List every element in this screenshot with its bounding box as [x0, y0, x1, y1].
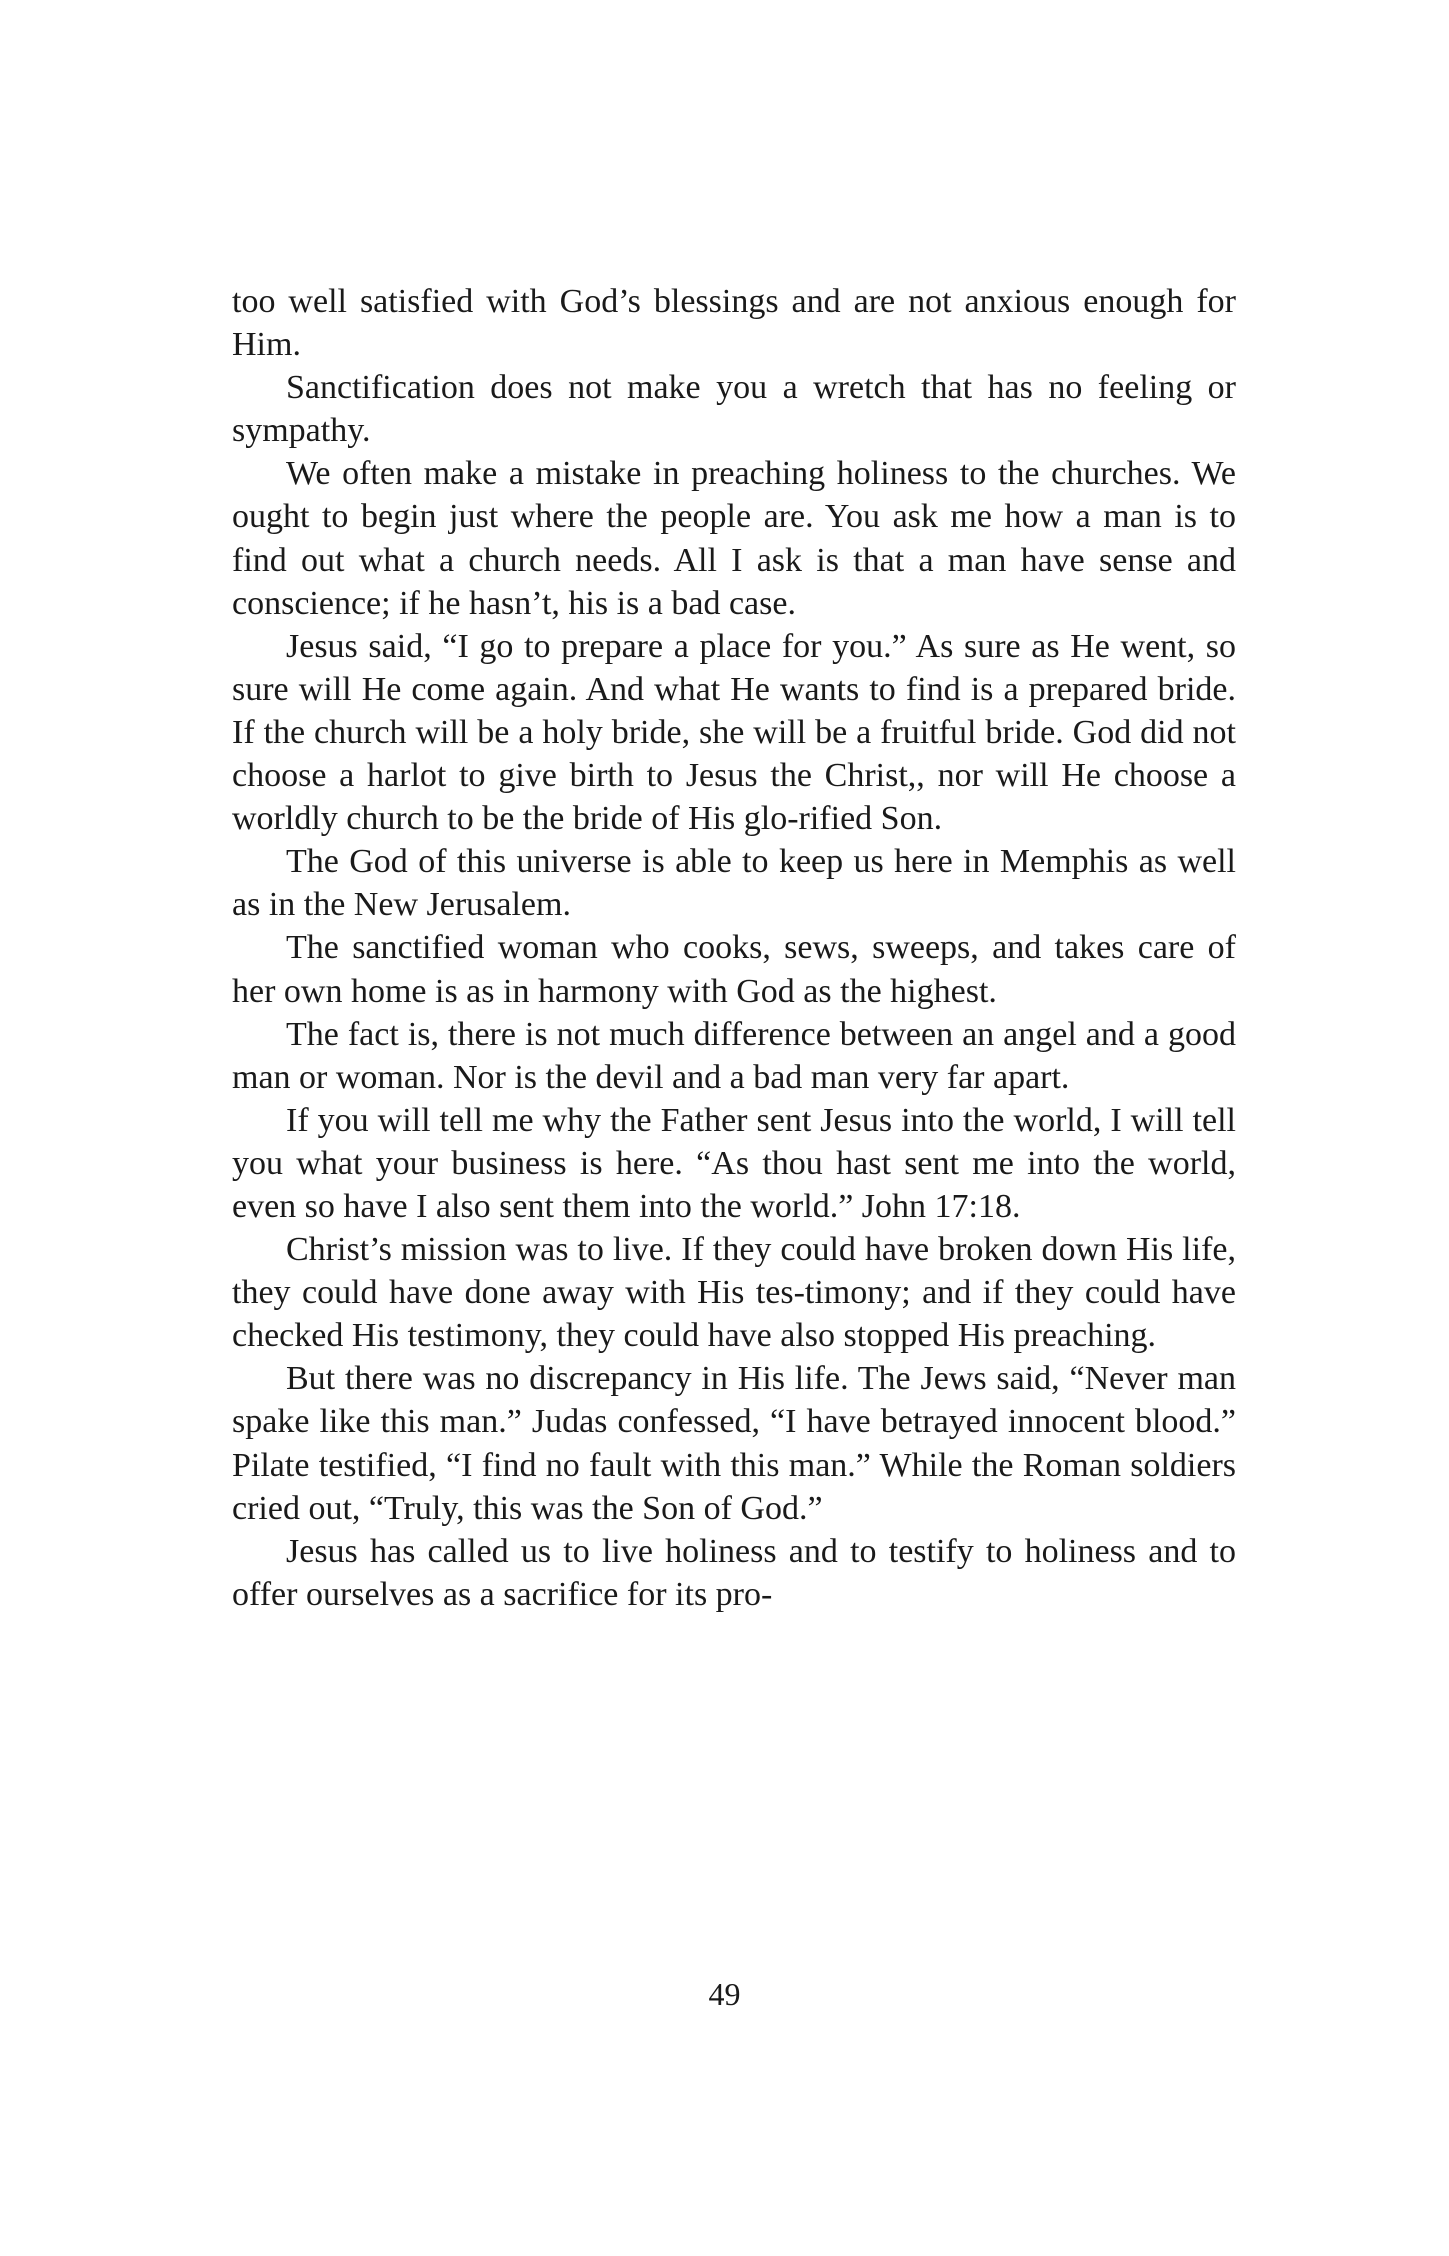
paragraph-prepared-bride: Jesus said, “I go to prepare a place for you.” As sure as He went, so sure will He come again. And what He wants to find is a prepared bride. If the church will be a holy bride, she will be a fruitful bride. God did not choose a harlot to give birth to Jesus the Christ,, nor will He choose a worldly church to be the bride of His glo-rified Son. — [232, 627, 1236, 838]
paragraph-father-sent-jesus: If you will tell me why the Father sent Jesus into the world, I will tell you what your business is here. “As thou hast sent me into the world, even so have I also sent them into the world.” John 17:18. — [232, 1101, 1236, 1225]
paragraph-christs-mission: Christ’s mission was to live. If they could have broken down His life, they could have done away with His tes-timony; and if they could have checked His testimony, they could have also stopped His preaching. — [232, 1231, 1236, 1355]
paragraph-preaching-holiness: We often make a mistake in preaching holiness to the churches. We ought to begin just where the people are. You ask me how a man is to find out what a church needs. All I ask is that a man have sense and conscience; if he hasn’t, his is a bad case. — [232, 455, 1236, 622]
paragraph-sanctification: Sanctification does not make you a wretch that has no feeling or sympathy. — [232, 369, 1236, 450]
paragraph-sanctified-woman: The sanctified woman who cooks, sews, sweeps, and takes care of her own home is as in harmony with God as the highest. — [232, 929, 1236, 1010]
paragraph-memphis: The God of this universe is able to keep us here in Memphis as well as in the New Jerusalem. — [232, 843, 1236, 924]
paragraph-called-to-holiness: Jesus has called us to live holiness and to testify to holiness and to offer ourselves as a sacrifice for its pro- — [232, 1532, 1236, 1613]
paragraph-angel-and-man: The fact is, there is not much difference between an angel and a good man or woman. Nor is the devil and a bad man very far apart. — [232, 1015, 1236, 1096]
paragraph-continuation: too well satisfied with God’s blessings and are not anxious enough for Him. — [232, 283, 1236, 364]
paragraph-no-discrepancy: But there was no discrepancy in His life. The Jews said, “Never man spake like this man.” Judas confessed, “I have betrayed innocent blood.” Pilate testified, “I find no fault with this man.” While the Roman soldiers cried out, “Truly, this was the Son of God.” — [232, 1360, 1236, 1527]
page-number: 49 — [708, 1976, 741, 2012]
page-body — [232, 280, 1236, 1616]
